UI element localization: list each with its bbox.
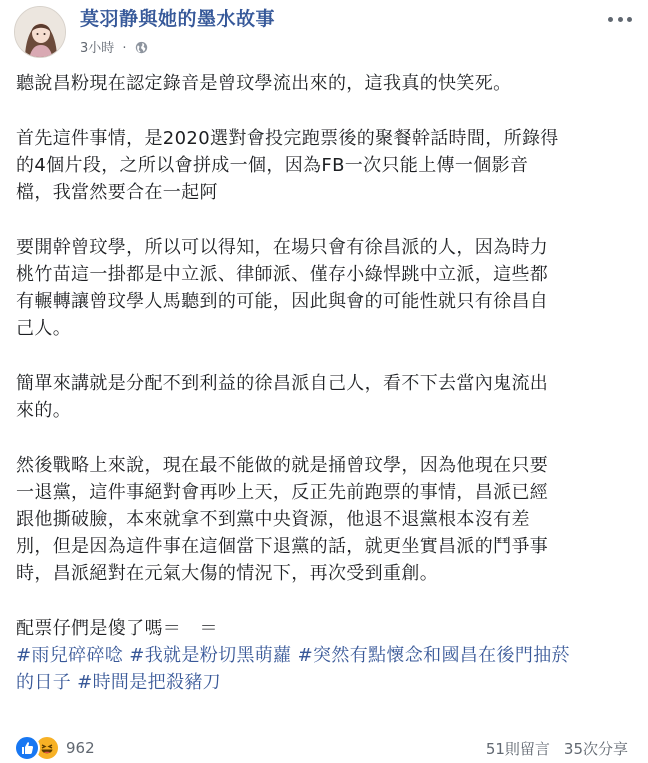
post-paragraph: 簡單來講就是分配不到利益的徐昌派自己人，看不下去當內鬼流出 來的。 [16, 373, 549, 421]
hashtag-link[interactable]: #雨兒碎碎唸 [16, 645, 124, 666]
more-options-icon[interactable] [608, 12, 632, 26]
post-paragraph: 然後戰略上來說，現在最不能做的就是捅曾玟學，因為他現在只要 一退黨，這件事絕對會再吵上天，反正先前跑票的事情，昌派已經 跟他撕破臉，本來就拿不到黨中央資源，他退不退黨根本沒有差 別，但是因為這件事在這個當下退黨的話，就更坐實昌派的鬥爭事 時，昌派絕對在元氣大傷的情況下，再次受到重創。 [16, 455, 549, 584]
reaction-summary[interactable] [14, 734, 95, 762]
globe-icon[interactable] [135, 41, 148, 58]
share-count-link[interactable]: 35次分享 [563, 740, 628, 758]
hashtag-link[interactable]: #時間是把殺豬刀 [77, 672, 222, 693]
meta-separator: · [122, 41, 127, 56]
hashtag-link[interactable]: #我就是粉切黑萌蘿 [129, 645, 292, 666]
page-avatar[interactable] [14, 6, 66, 58]
page-name-link[interactable]: 莫羽静與她的墨水故事 [80, 8, 276, 30]
post-body [16, 70, 632, 696]
post-paragraph: 配票仔們是傻了嗎＝ ＝ [16, 618, 218, 639]
post-meta [80, 37, 148, 58]
like-icon [14, 735, 40, 761]
avatar-illustration [15, 7, 66, 58]
engagement-stats [486, 738, 628, 759]
post-timestamp[interactable]: 3小時 [80, 41, 115, 56]
post-paragraph: 聽說昌粉現在認定錄音是曾玟學流出來的，這我真的快笑死。 [16, 73, 512, 94]
post-paragraph: 要開幹曾玟學，所以可以得知，在場只會有徐昌派的人，因為時力 桃竹苗這一掛都是中立派、律師派、僅存小綠悍跳中立派，這些都 有輾轉讓曾玟學人馬聽到的可能，因此與會的可能性就只有徐昌自 己人。 [16, 237, 549, 339]
comment-count-link[interactable]: 51則留言 [485, 740, 550, 758]
post-footer [14, 734, 634, 762]
reaction-count: 962 [66, 739, 95, 757]
hashtag-link[interactable]: #突然有點懷念和國昌在後門抽菸 的日子 [16, 645, 570, 693]
post-paragraph: 首先這件事情，是2020選對會投完跑票後的聚餐幹話時間，所錄得 的4個片段，之所以會拼成一個，因為FB一次只能上傳一個影音 檔，我當然要合在一起阿 [16, 128, 559, 203]
post-header [14, 4, 634, 60]
hashtag-list [16, 642, 632, 696]
